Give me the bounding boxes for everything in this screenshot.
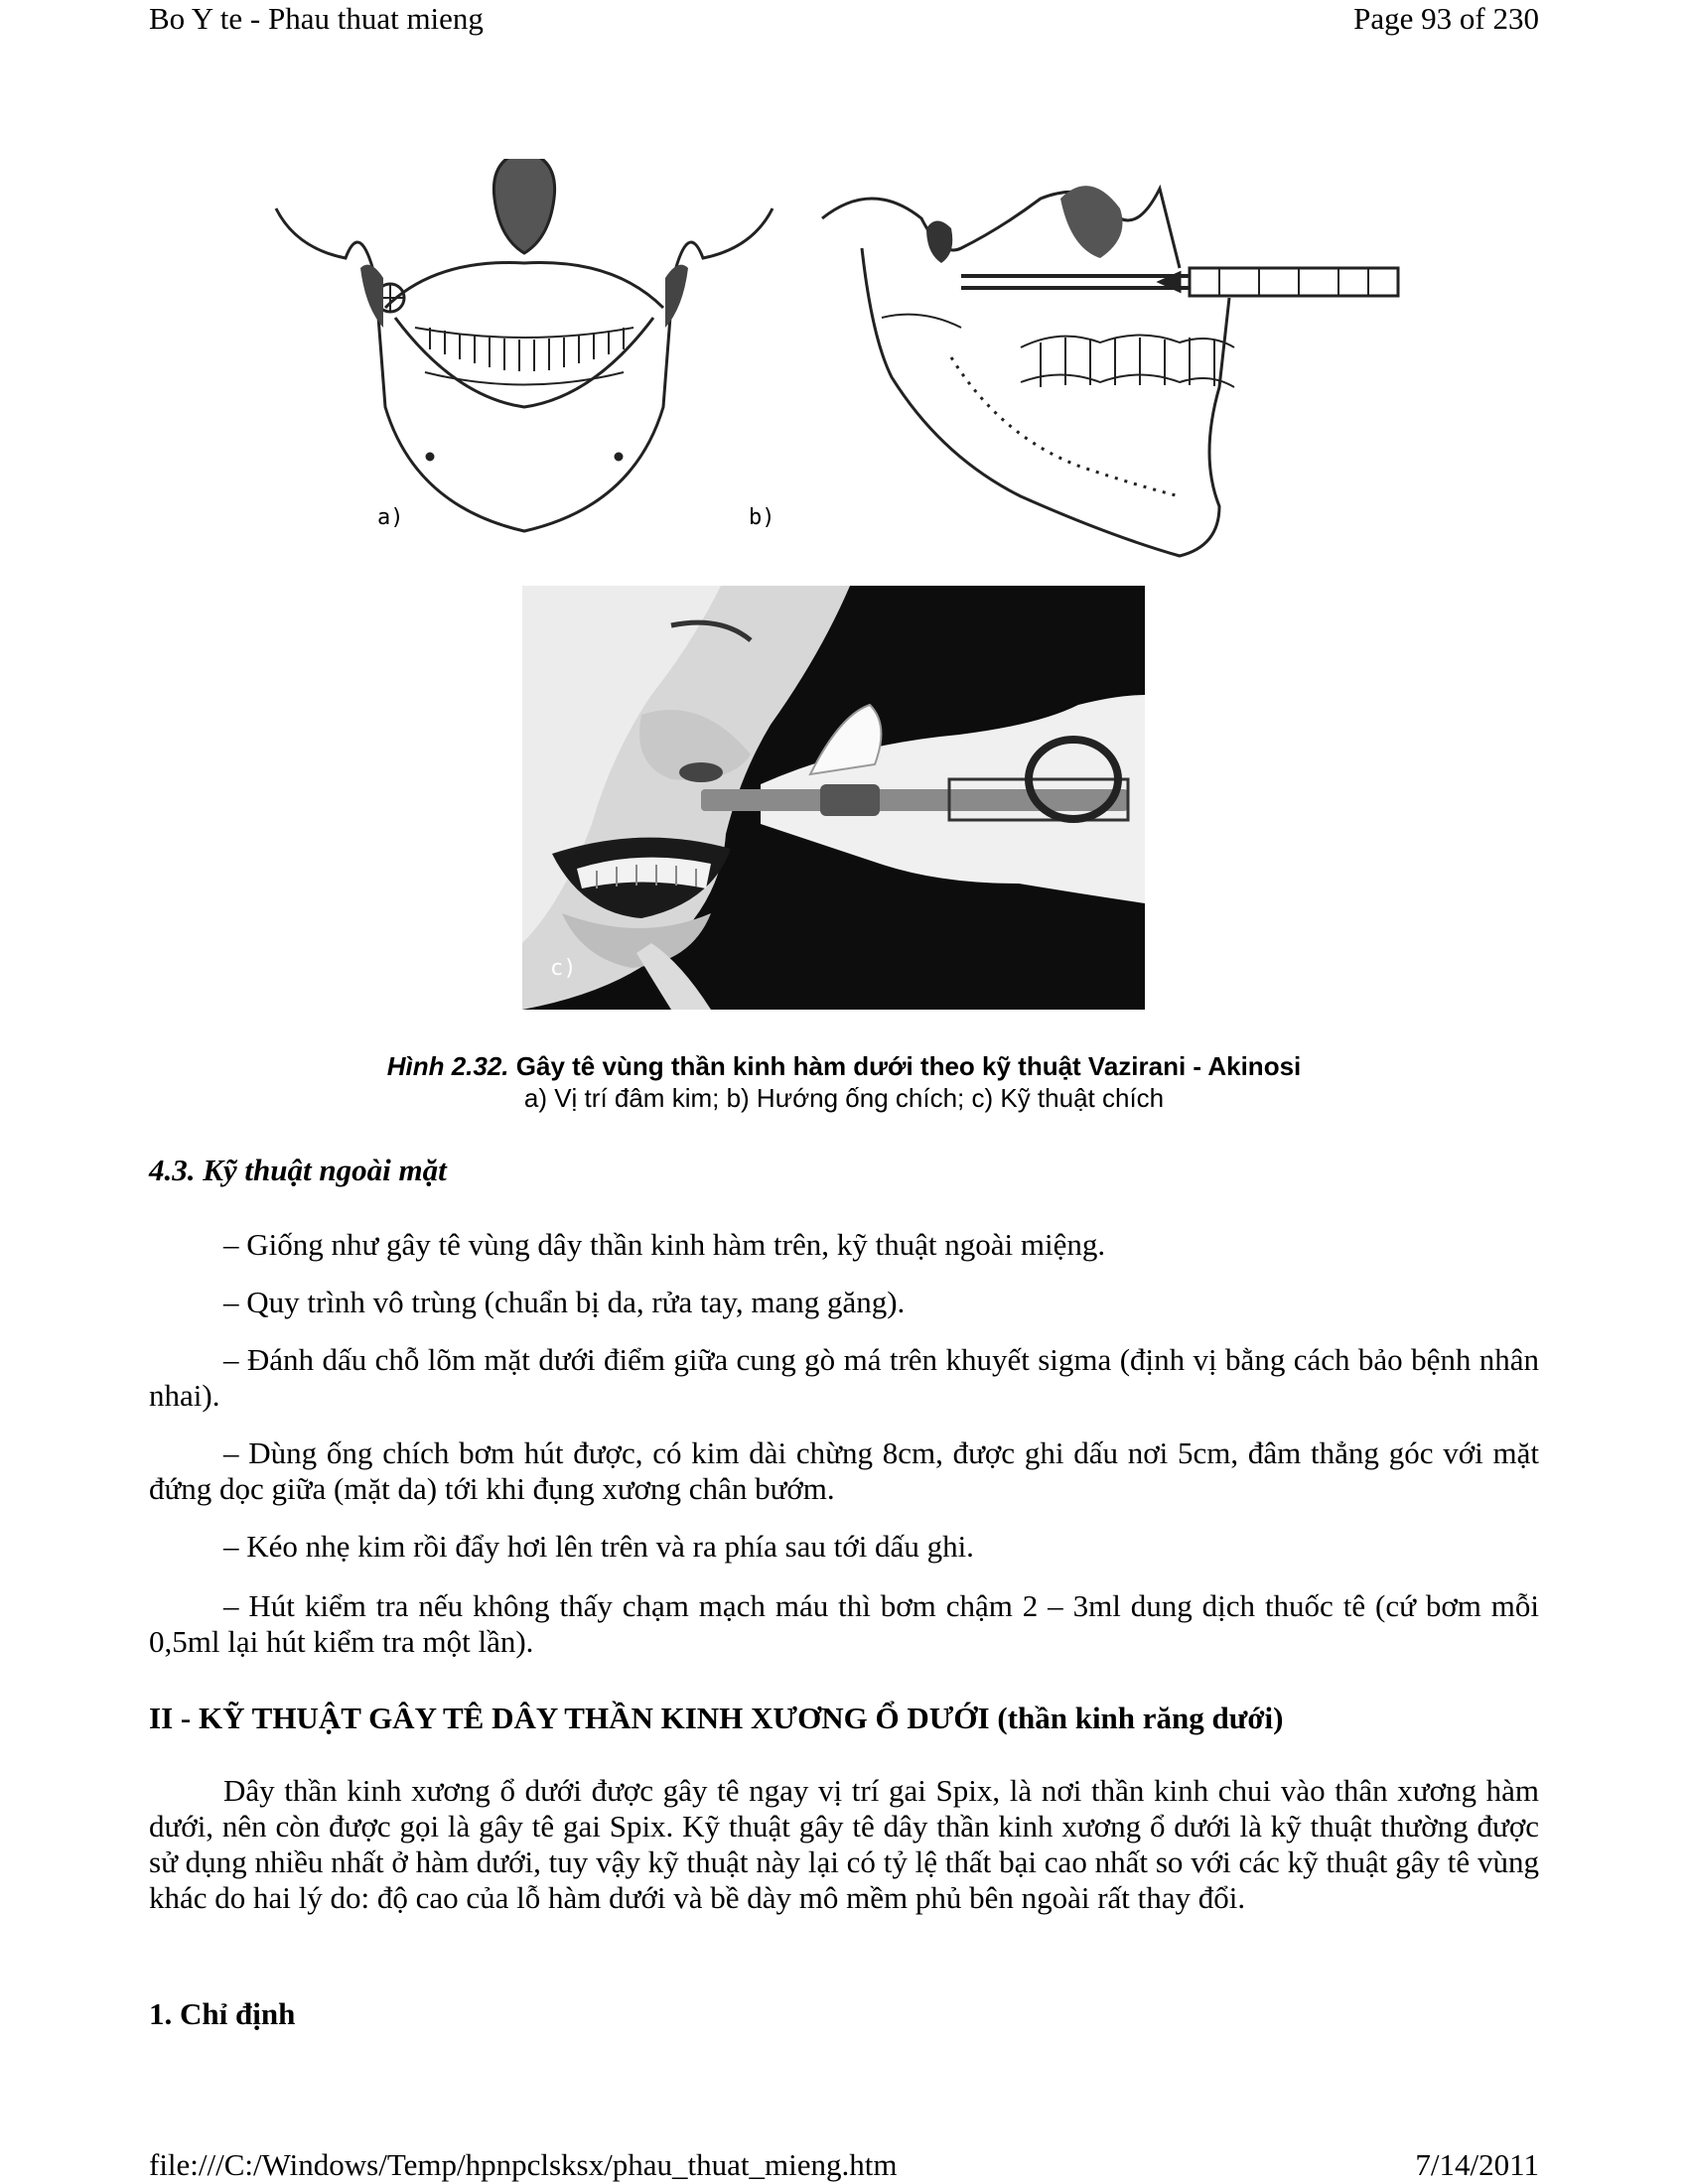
figure-label-b: b) (749, 505, 775, 530)
section-heading-4-3: 4.3. Kỹ thuật ngoài mặt (149, 1153, 447, 1187)
figure-label-a: a) (377, 505, 404, 530)
header-document-title: Bo Y te - Phau thuat mieng (149, 1, 484, 36)
paragraph-item-2: – Quy trình vô trùng (chuẩn bị da, rửa tay, mang găng). (223, 1285, 906, 1319)
paragraph-item-6: – Hút kiểm tra nếu không thấy chạm mạch máu thì bơm chậm 2 – 3ml dung dịch thuốc tê (cứ bơm mỗi 0,5ml lại hút kiểm tra một lần). (149, 1588, 1539, 1659)
figure-caption-label: Hình 2.32. (386, 1051, 509, 1081)
paragraph-item-4: – Dùng ống chích bơm hút được, có kim dài chừng 8cm, được ghi dấu nơi 5cm, đâm thẳng góc với mặt đứng dọc giữa (mặt da) tới khi đụng xương chân bướm. (149, 1435, 1539, 1506)
footer-date: 7/14/2011 (1415, 2147, 1539, 2182)
sub-heading-chi-dinh: 1. Chỉ định (149, 1996, 296, 2031)
drawing-frontal-skull (276, 159, 773, 531)
paragraph-section-II: Dây thần kinh xương ổ dưới được gây tê ngay vị trí gai Spix, là nơi thần kinh chui vào thân xương hàm dưới, nên còn được gọi là gây tê gai Spix. Kỹ thuật gây tê dây thần kinh xương ổ dưới là kỹ thuật thường được sử dụng nhiều nhất ở hàm dưới, tuy vậy kỹ thuật này lại có tỷ lệ thất bại cao nhất so với các kỹ thuật gây tê vùng khác do hai lý do: độ cao của lỗ hàm dưới và bề dày mô mềm phủ bên ngoài rất thay đổi. (149, 1773, 1539, 1915)
drawing-lateral-skull (822, 186, 1398, 556)
figure-caption-text: Gây tê vùng thần kinh hàm dưới theo kỹ thuật Vazirani - Akinosi (515, 1051, 1302, 1081)
paragraph-item-1: – Giống như gây tê vùng dây thần kinh hàm trên, kỹ thuật ngoài miệng. (223, 1227, 1106, 1262)
footer-file-path: file:///C:/Windows/Temp/hpnpclsksx/phau_thuat_mieng.htm (149, 2147, 898, 2182)
paragraph-item-3: – Đánh dấu chỗ lõm mặt dưới điểm giữa cung gò má trên khuyết sigma (định vị bằng cách bảo bệnh nhân nhai). (149, 1342, 1539, 1413)
section-heading-II (149, 1700, 1284, 1737)
figure-skull-drawings (266, 159, 1418, 576)
section-heading-II-suffix: (thần kinh răng dưới) (989, 1701, 1284, 1735)
figure-caption-subtitle: a) Vị trí đâm kim; b) Hướng ống chích; c) Kỹ thuật chích (523, 1083, 1165, 1113)
header-page-number: Page 93 of 230 (1353, 1, 1539, 36)
section-heading-II-text: II - KỸ THUẬT GÂY TÊ DÂY THẦN KINH XƯƠNG Ổ DƯỚI (149, 1701, 990, 1735)
figure-caption-title (149, 1050, 1539, 1082)
figure-injection-photo (522, 586, 1145, 1010)
figure-label-c: c) (550, 956, 577, 981)
paragraph-item-5: – Kéo nhẹ kim rồi đẩy hơi lên trên và ra phía sau tới dấu ghi. (223, 1529, 974, 1564)
